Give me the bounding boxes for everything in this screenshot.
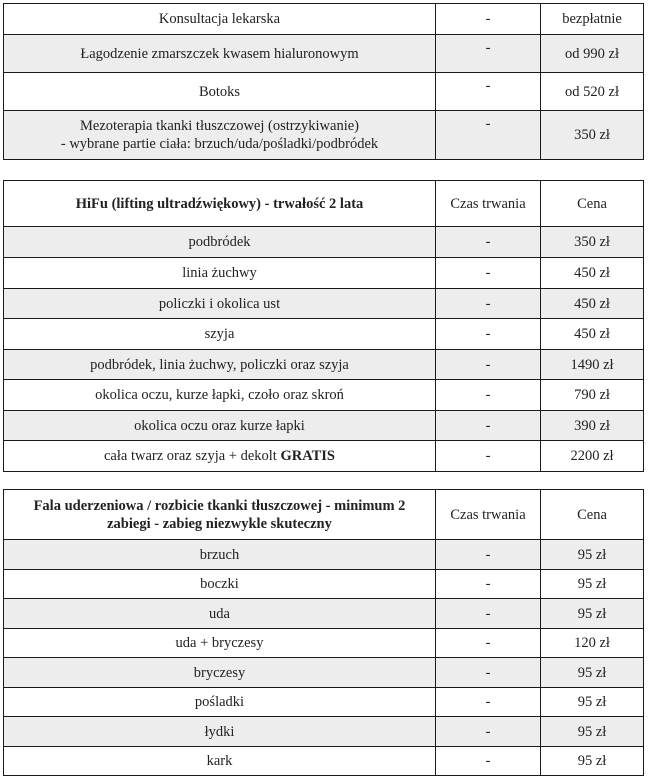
service-duration: -	[436, 629, 541, 658]
service-name-line: Mezoterapia tkanki tłuszczowej (ostrzykiwanie)	[79, 118, 359, 134]
service-name: bryczesy	[4, 658, 436, 688]
service-duration: -	[436, 658, 541, 688]
service-name: Botoks	[4, 73, 436, 111]
service-name	[4, 441, 436, 472]
service-price: 95 zł	[541, 717, 644, 747]
service-price: od 990 zł	[541, 35, 644, 73]
table-row	[4, 380, 644, 411]
service-name: szyja	[4, 319, 436, 350]
table-row	[4, 629, 644, 658]
service-name: brzuch	[4, 540, 436, 570]
table-row	[4, 747, 644, 776]
service-price: 350 zł	[541, 111, 644, 160]
service-duration: -	[436, 717, 541, 747]
service-price: 2200 zł	[541, 441, 644, 472]
hifu-table	[3, 180, 644, 472]
service-name: boczki	[4, 570, 436, 599]
services-table	[3, 3, 644, 160]
service-name: okolica oczu oraz kurze łapki	[4, 411, 436, 441]
service-duration: -	[436, 289, 541, 319]
service-duration: -	[436, 111, 541, 160]
table-row	[4, 289, 644, 319]
service-name: okolica oczu, kurze łapki, czoło oraz skroń	[4, 380, 436, 411]
service-price: 390 zł	[541, 411, 644, 441]
table-title	[4, 490, 436, 540]
service-name: pośladki	[4, 688, 436, 717]
table-title-line: Fala uderzeniowa / rozbicie tkanki tłuszczowej - minimum 2	[33, 497, 406, 514]
service-price: bezpłatnie	[541, 4, 644, 35]
service-duration: -	[436, 258, 541, 289]
table-row	[4, 319, 644, 350]
service-price: 790 zł	[541, 380, 644, 411]
service-duration: -	[436, 688, 541, 717]
service-name: podbródek	[4, 227, 436, 258]
service-duration: -	[436, 227, 541, 258]
table-row	[4, 4, 644, 35]
table-title: HiFu (lifting ultradźwiękowy) - trwałość 2 lata	[4, 181, 436, 227]
service-duration: -	[436, 35, 541, 73]
service-price: 1490 zł	[541, 350, 644, 380]
column-header-duration: Czas trwania	[436, 490, 541, 540]
table-row	[4, 350, 644, 380]
service-price: 95 zł	[541, 570, 644, 599]
service-duration: -	[436, 4, 541, 35]
service-duration: -	[436, 570, 541, 599]
service-duration: -	[436, 319, 541, 350]
table-row	[4, 111, 644, 160]
service-name: Konsultacja lekarska	[4, 4, 436, 35]
service-price: 95 zł	[541, 747, 644, 776]
table-row	[4, 35, 644, 73]
service-name-line: - wybrane partie ciała: brzuch/uda/pośladki/podbródek	[60, 136, 379, 152]
table-row	[4, 570, 644, 599]
service-price: 95 zł	[541, 599, 644, 629]
service-price: 95 zł	[541, 658, 644, 688]
column-header-price: Cena	[541, 181, 644, 227]
service-duration: -	[436, 599, 541, 629]
service-name: linia żuchwy	[4, 258, 436, 289]
service-price: 450 zł	[541, 319, 644, 350]
table-row	[4, 717, 644, 747]
service-name	[4, 111, 436, 160]
table-row	[4, 599, 644, 629]
table-row	[4, 227, 644, 258]
service-name: uda	[4, 599, 436, 629]
service-name-text: cała twarz oraz szyja + dekolt	[104, 448, 277, 464]
service-duration: -	[436, 350, 541, 380]
service-price: 95 zł	[541, 688, 644, 717]
service-name: uda + bryczesy	[4, 629, 436, 658]
service-name: kark	[4, 747, 436, 776]
service-duration: -	[436, 747, 541, 776]
service-duration: -	[436, 540, 541, 570]
shockwave-table	[3, 489, 644, 776]
service-price: 120 zł	[541, 629, 644, 658]
column-header-duration: Czas trwania	[436, 181, 541, 227]
service-name: podbródek, linia żuchwy, policzki oraz szyja	[4, 350, 436, 380]
gratis-label: GRATIS	[280, 448, 335, 464]
table-header-row	[4, 490, 644, 540]
service-name: policzki i okolica ust	[4, 289, 436, 319]
service-price: 350 zł	[541, 227, 644, 258]
table-row	[4, 411, 644, 441]
table-row	[4, 688, 644, 717]
service-duration: -	[436, 441, 541, 472]
table-header-row	[4, 181, 644, 227]
service-price: 450 zł	[541, 289, 644, 319]
service-price: 95 zł	[541, 540, 644, 570]
service-price: 450 zł	[541, 258, 644, 289]
service-duration: -	[436, 380, 541, 411]
service-name: łydki	[4, 717, 436, 747]
table-row	[4, 258, 644, 289]
table-row	[4, 441, 644, 472]
table-title-line: zabiegi - zabieg niezwykle skuteczny	[107, 515, 332, 532]
service-price: od 520 zł	[541, 73, 644, 111]
service-duration: -	[436, 73, 541, 111]
table-row	[4, 73, 644, 111]
column-header-price: Cena	[541, 490, 644, 540]
table-row	[4, 658, 644, 688]
table-row	[4, 540, 644, 570]
service-duration: -	[436, 411, 541, 441]
service-name: Łagodzenie zmarszczek kwasem hialuronowym	[4, 35, 436, 73]
